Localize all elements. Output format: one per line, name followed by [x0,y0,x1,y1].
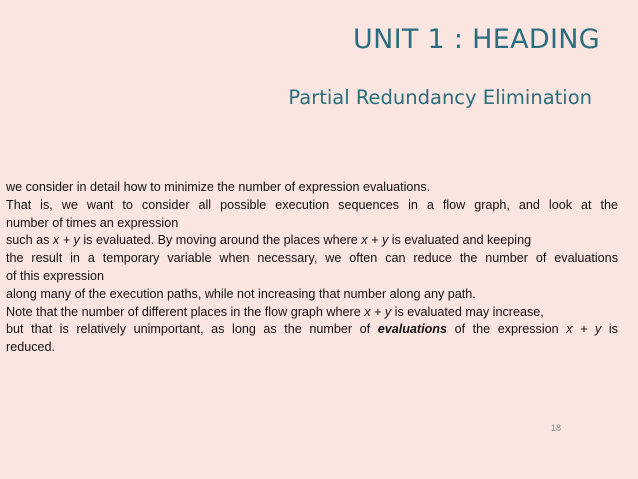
expression-x-plus-y: x + y [361,233,389,248]
slide-body [6,179,618,357]
expression-x-plus-y: x + y [566,322,602,337]
body-line-4-part-a: such as [6,233,53,248]
evaluations-emphasis: evaluations [377,322,448,337]
body-line-2: That is, we want to consider all possible execution sequences in a flow graph, and look at the [6,197,618,212]
slide-subheading: Partial Redundancy Elimination [288,86,592,109]
body-line-8 [6,304,618,322]
body-line-9-part-c: of the expression [447,322,567,337]
body-line-3: number of times an expression [6,215,179,230]
body-line-9-part-a: but that is relatively unimportant, as long as the number of [6,322,378,337]
body-line-4 [6,232,618,250]
body-line-8-part-a: Note that the number of different places in the flow graph where [6,304,365,319]
body-line-4-part-e: is evaluated and keeping [388,233,532,248]
page-number: 18 [551,423,562,433]
body-line-4-part-c: is evaluated. By moving around the places where [79,233,362,248]
body-line-8-part-c: is evaluated may increase, [391,304,544,319]
body-line-9 [6,321,618,339]
body-line-7: along many of the execution paths, while not increasing that number along any path. [6,286,476,301]
body-line-9-part-e: is [601,322,618,337]
expression-x-plus-y: x + y [52,233,80,248]
expression-x-plus-y: x + y [364,304,392,319]
body-line-5: the result in a temporary variable when necessary, we often can reduce the number of evaluations [6,251,618,266]
body-line-10: reduced. [6,340,56,355]
slide-heading: UNIT 1 : HEADING [353,24,600,55]
body-line-1: we consider in detail how to minimize the number of expression evaluations. [6,180,431,194]
body-line-6: of this expression [6,268,105,283]
